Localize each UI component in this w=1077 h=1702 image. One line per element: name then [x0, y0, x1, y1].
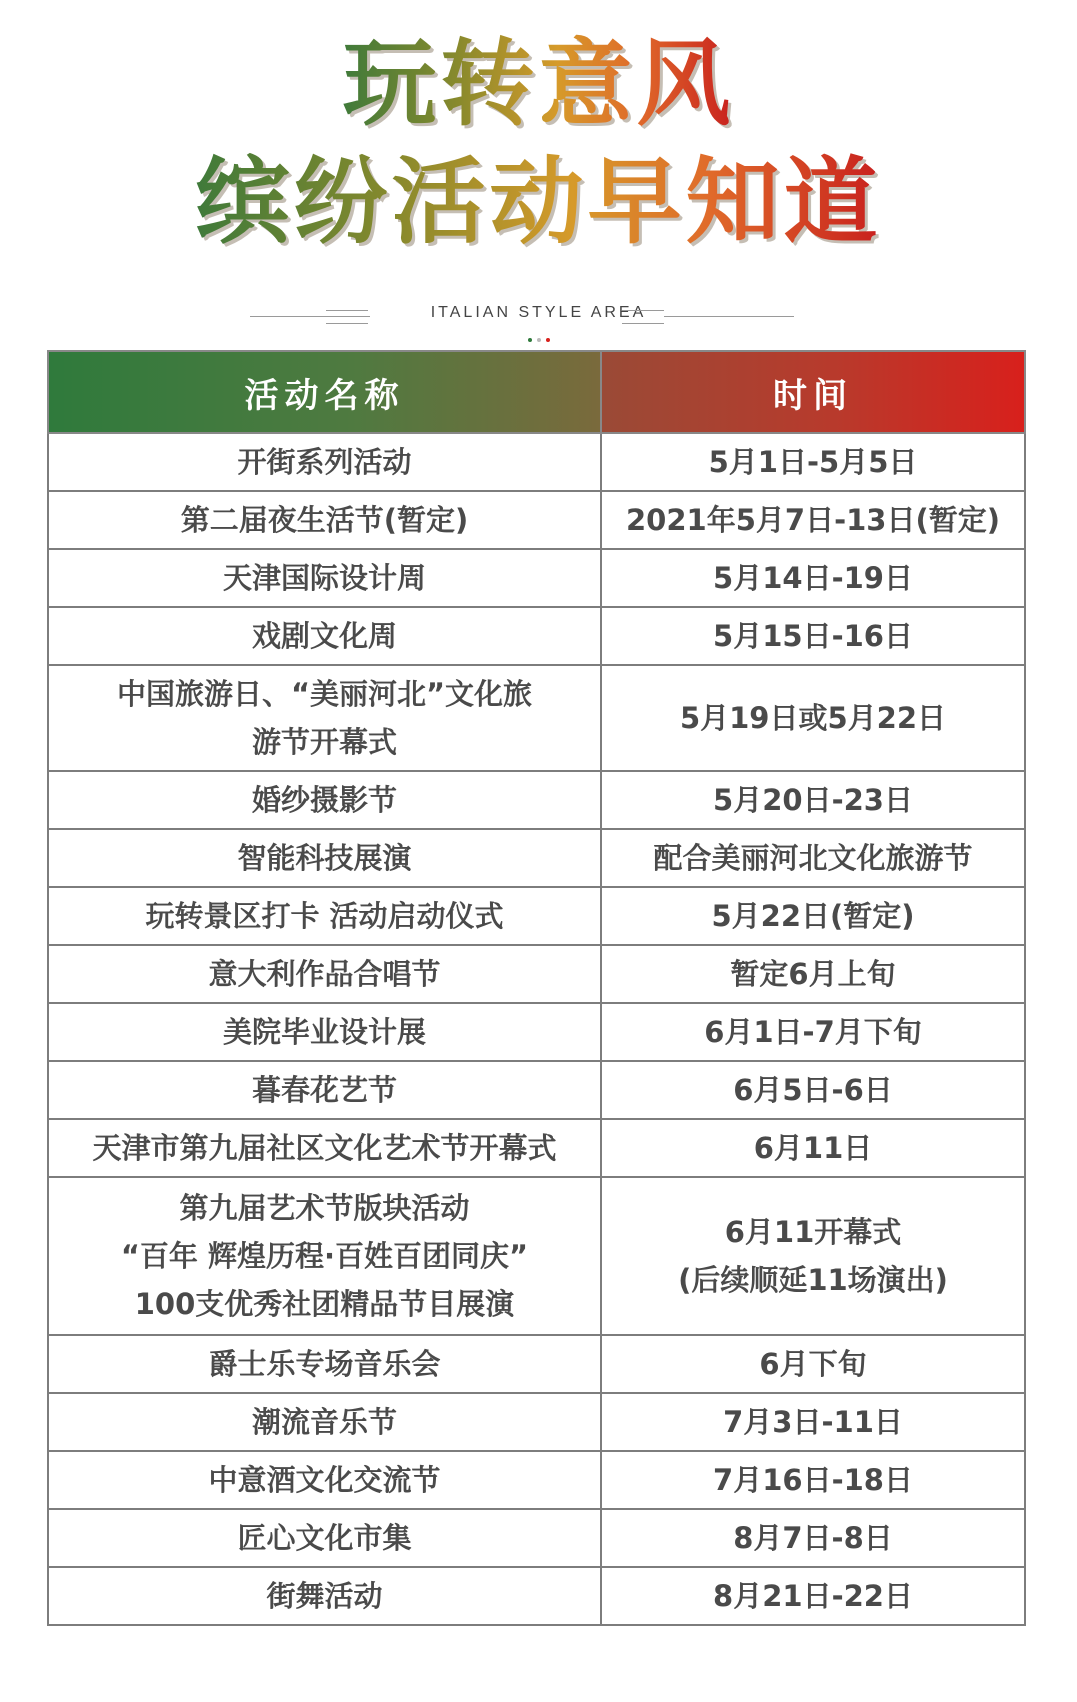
activity-name-line: 匠心文化市集	[237, 1521, 412, 1555]
activity-time-line: (后续顺延11场演出)	[678, 1263, 948, 1297]
activity-name-line: 100支优秀社团精品节目展演	[134, 1287, 515, 1321]
activity-name-line: 第九届艺术节版块活动	[179, 1191, 470, 1225]
activity-time-line: 7月16日-18日	[713, 1463, 913, 1497]
activity-name-cell	[48, 1177, 601, 1335]
tricolor-dots	[528, 327, 558, 333]
activity-name-cell	[48, 1061, 601, 1119]
activity-time-cell	[601, 549, 1025, 607]
table-header-row	[48, 351, 1025, 433]
activity-name-line: 戏剧文化周	[251, 619, 397, 653]
activity-time-cell	[601, 1393, 1025, 1451]
activity-time-cell	[601, 1119, 1025, 1177]
table-row	[48, 1451, 1025, 1509]
activity-time-cell	[601, 1177, 1025, 1335]
activity-name-cell	[48, 771, 601, 829]
table-row	[48, 1119, 1025, 1177]
activity-time-cell	[601, 607, 1025, 665]
headline-line2	[0, 126, 1077, 261]
activity-time-cell	[601, 491, 1025, 549]
activity-name-line: 潮流音乐节	[251, 1405, 397, 1439]
activity-time-line: 6月1日-7月下旬	[704, 1015, 922, 1049]
activity-time-line: 6月11开幕式	[724, 1215, 902, 1249]
activity-time-line: 5月14日-19日	[713, 561, 913, 595]
activity-name-line: 婚纱摄影节	[251, 783, 397, 817]
activity-name-cell	[48, 607, 601, 665]
activity-name-line: 中国旅游日、“美丽河北”文化旅	[116, 677, 533, 711]
activity-time-cell	[601, 1335, 1025, 1393]
activity-time-cell	[601, 829, 1025, 887]
header-activity-name: 活动名称	[48, 351, 601, 433]
activity-time-line: 5月22日(暂定)	[711, 899, 915, 933]
activity-name-cell	[48, 1003, 601, 1061]
table-row	[48, 549, 1025, 607]
table-row	[48, 1177, 1025, 1335]
headline-line2-text: 缤纷活动早知道	[195, 147, 882, 257]
activity-time-line: 配合美丽河北文化旅游节	[653, 841, 973, 875]
activity-time-line: 5月15日-16日	[713, 619, 913, 653]
divider-right	[664, 316, 794, 317]
subtitle: ITALIAN STYLE AREA	[430, 304, 647, 321]
activity-name-line: 爵士乐专场音乐会	[208, 1347, 441, 1381]
activity-time-line: 6月下旬	[759, 1347, 867, 1381]
table-row	[48, 887, 1025, 945]
table-row	[48, 1567, 1025, 1625]
activity-name-line: 第二届夜生活节(暂定)	[180, 503, 469, 537]
activity-time-cell	[601, 1451, 1025, 1509]
header-time: 时间	[601, 351, 1025, 433]
activity-name-line: 美院毕业设计展	[222, 1015, 426, 1049]
divider-right-box	[622, 310, 664, 324]
headline-line1	[0, 8, 1077, 143]
table-row	[48, 1003, 1025, 1061]
activity-time-line: 5月19日或5月22日	[679, 701, 947, 735]
activity-time-cell	[601, 887, 1025, 945]
activity-time-line: 5月20日-23日	[713, 783, 913, 817]
activity-time-cell	[601, 945, 1025, 1003]
activity-time-cell	[601, 1003, 1025, 1061]
activity-name-cell	[48, 829, 601, 887]
activity-name-line: 暮春花艺节	[251, 1073, 397, 1107]
activity-time-cell	[601, 433, 1025, 491]
activity-time-line: 8月7日-8日	[733, 1521, 893, 1555]
events-body	[48, 433, 1025, 1625]
table-row	[48, 945, 1025, 1003]
activity-name-cell	[48, 549, 601, 607]
activity-name-line: 开街系列活动	[237, 445, 412, 479]
events-table	[47, 350, 1026, 1626]
activity-name-cell	[48, 1509, 601, 1567]
activity-name-cell	[48, 1335, 601, 1393]
activity-name-line: 智能科技展演	[237, 841, 412, 875]
table-row	[48, 433, 1025, 491]
activity-time-cell	[601, 1061, 1025, 1119]
activity-name-cell	[48, 1567, 601, 1625]
activity-time-line: 5月1日-5月5日	[708, 445, 918, 479]
activity-name-cell	[48, 1451, 601, 1509]
activity-name-line: 天津国际设计周	[222, 561, 426, 595]
table-row	[48, 829, 1025, 887]
table-row	[48, 1393, 1025, 1451]
activity-time-cell	[601, 771, 1025, 829]
table-row	[48, 491, 1025, 549]
activity-name-cell	[48, 887, 601, 945]
activity-time-line: 6月11日	[753, 1131, 873, 1165]
table-row	[48, 665, 1025, 771]
activity-name-cell	[48, 491, 601, 549]
headline-line1-text: 玩转意风	[342, 29, 735, 139]
activity-name-line: 玩转景区打卡 活动启动仪式	[145, 899, 504, 933]
activity-name-line: 街舞活动	[266, 1579, 383, 1613]
activity-name-cell	[48, 433, 601, 491]
table-row	[48, 1335, 1025, 1393]
activity-time-line: 2021年5月7日-13日(暂定)	[626, 503, 1000, 537]
table-row	[48, 1509, 1025, 1567]
activity-name-cell	[48, 945, 601, 1003]
activity-name-line: 天津市第九届社区文化艺术节开幕式	[92, 1131, 557, 1165]
activity-name-line: “百年 辉煌历程·百姓百团同庆”	[120, 1239, 529, 1273]
activity-name-cell	[48, 665, 601, 771]
activity-time-cell	[601, 665, 1025, 771]
activity-name-line: 中意酒文化交流节	[208, 1463, 441, 1497]
table-row	[48, 607, 1025, 665]
table-row	[48, 771, 1025, 829]
activity-time-line: 暂定6月上旬	[730, 957, 896, 991]
activity-name-line: 意大利作品合唱节	[208, 957, 441, 991]
table-row	[48, 1061, 1025, 1119]
activity-time-cell	[601, 1567, 1025, 1625]
activity-time-line: 8月21日-22日	[713, 1579, 913, 1613]
activity-time-line: 7月3日-11日	[723, 1405, 903, 1439]
subtitle-row	[0, 300, 1077, 334]
activity-time-cell	[601, 1509, 1025, 1567]
activity-name-line: 游节开幕式	[251, 725, 397, 759]
activity-name-cell	[48, 1119, 601, 1177]
activity-name-cell	[48, 1393, 601, 1451]
activity-time-line: 6月5日-6日	[733, 1073, 893, 1107]
